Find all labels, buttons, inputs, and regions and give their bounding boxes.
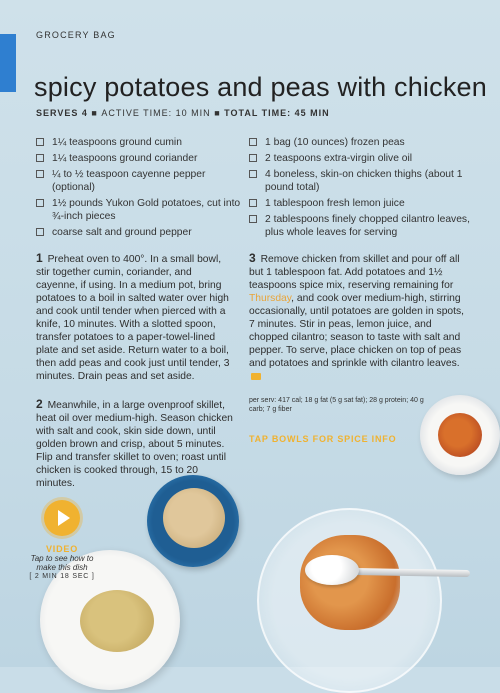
ingredient-text: 1 bag (10 ounces) frozen peas (265, 137, 405, 148)
checkbox[interactable] (36, 170, 44, 178)
step-text: Remove chicken from skillet and pour off all but 1 tablespoon fat. Add potatoes and 1½ teaspoons spice mix, reserving remaining for (249, 254, 460, 291)
serves: SERVES 4 (36, 108, 88, 118)
step-text: Preheat oven to 400°. In a small bowl, stir together cumin, coriander, and cayenne, if using. In a medium pot, bring potatoes to a boil in salted water over high and cook until tender when pierced with a knife, 10 minutes. With a slotted spoon, transfer potatoes to a paper-towel-lined plate and set aside. Return water to a boil, then add peas and cook just until tender, 3 minutes. Drain peas and set aside. (36, 254, 230, 382)
checkbox[interactable] (36, 154, 44, 162)
video-subtitle: Tap to see how to make this dish (30, 554, 94, 572)
ingredient-text: 1¼ teaspoons ground coriander (52, 153, 198, 164)
ingredient-list-left (36, 136, 241, 242)
ingredient-item[interactable] (249, 168, 474, 194)
meta-separator: ■ (214, 108, 221, 118)
checkbox[interactable] (36, 138, 44, 146)
play-icon[interactable] (44, 500, 80, 536)
cumin-spice (80, 590, 154, 652)
ingredient-item[interactable] (36, 152, 241, 165)
tap-spice-info: TAP BOWLS FOR SPICE INFO (249, 434, 397, 444)
coriander-spice (163, 488, 225, 548)
envelope-icon (251, 373, 261, 380)
spoon (305, 555, 359, 585)
step-3 (249, 252, 469, 383)
step-1 (36, 252, 236, 383)
checkbox[interactable] (249, 170, 257, 178)
checkbox[interactable] (249, 154, 257, 162)
step-number: 1 (36, 251, 43, 265)
total-time: TOTAL TIME: 45 MIN (224, 108, 330, 118)
recipe-meta (36, 108, 330, 118)
checkbox[interactable] (36, 228, 44, 236)
video-label: VIDEO (45, 544, 78, 554)
ingredient-item[interactable] (249, 197, 474, 210)
section-tab-marker (0, 34, 16, 92)
video-button[interactable] (24, 500, 100, 580)
ingredient-item[interactable] (249, 213, 474, 239)
ingredient-text: ¼ to ½ teaspoon cayenne pepper (optional) (52, 169, 206, 193)
ingredient-list-right (249, 136, 474, 242)
ingredient-item[interactable] (36, 136, 241, 149)
ingredient-item[interactable] (36, 226, 241, 239)
checkbox[interactable] (36, 199, 44, 207)
section-label: GROCERY BAG (36, 30, 116, 40)
nutrition-info: per serv: 417 cal; 18 g fat (5 g sat fat); 28 g protein; 40 g carb; 7 g fiber (249, 397, 424, 413)
checkbox[interactable] (249, 199, 257, 207)
ingredient-text: 2 tablespoons finely chopped cilantro leaves, plus whole leaves for serving (265, 214, 470, 238)
step-number: 2 (36, 397, 43, 411)
ingredient-item[interactable] (36, 197, 241, 223)
active-time: ACTIVE TIME: 10 MIN (101, 108, 211, 118)
recipe-title: spicy potatoes and peas with chicken (34, 72, 487, 102)
ingredient-text: 2 teaspoons extra-virgin olive oil (265, 153, 413, 164)
cayenne-spice (438, 413, 482, 457)
spice-mix (300, 535, 400, 630)
meta-separator: ■ (91, 108, 98, 118)
step-text: Meanwhile, in a large ovenproof skillet, heat oil over medium-high. Season chicken with salt and cook, skin side down, until golden brown and crisp, about 5 minutes. Flip and transfer skillet to oven; roast until chicken is cooked through, 15 to 20 minutes. (36, 400, 233, 489)
step-number: 3 (249, 251, 256, 265)
step-text: , and cook over medium-high, stirring occasionally, until potatoes are golden in spots, 7 minutes. Stir in peas, lemon juice, and chopped cilantro; season to taste with salt and pepper. To serve, place chicken on top of peas and potatoes and sprinkle with cilantro leaves. (249, 293, 465, 369)
ingredient-item[interactable] (249, 136, 474, 149)
checkbox[interactable] (249, 215, 257, 223)
ingredient-item[interactable] (249, 152, 474, 165)
ingredient-item[interactable] (36, 168, 241, 194)
video-duration: [ 2 MIN 18 SEC ] (29, 573, 95, 580)
ingredient-text: coarse salt and ground pepper (52, 227, 192, 238)
thursday-link[interactable]: Thursday (249, 293, 292, 304)
ingredient-text: 4 boneless, skin-on chicken thighs (about 1 pound total) (265, 169, 463, 193)
checkbox[interactable] (249, 138, 257, 146)
ingredient-text: 1½ pounds Yukon Gold potatoes, cut into ¾-inch pieces (52, 198, 241, 222)
ingredient-text: 1 tablespoon fresh lemon juice (265, 198, 405, 209)
ingredient-text: 1¼ teaspoons ground cumin (52, 137, 182, 148)
